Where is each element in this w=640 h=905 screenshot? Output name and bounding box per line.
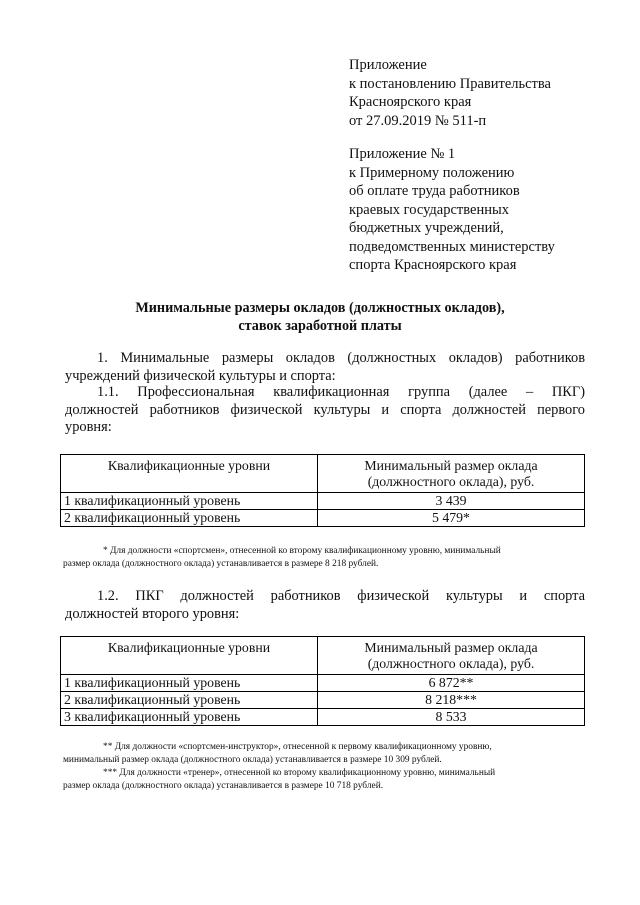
- appendix-line: к Примерному положению: [349, 164, 515, 181]
- table-row: [61, 493, 585, 510]
- salary-table-1: [60, 454, 585, 527]
- footnote-line: *** Для должности «тренер», отнесенной ко второму квалификационному уровню, минимальный: [103, 768, 496, 778]
- level-cell: 1 квалификационный уровень: [61, 675, 318, 692]
- header-level-cell: Квалификационные уровни: [61, 455, 318, 493]
- appendix-line: от 27.09.2019 № 511-п: [349, 112, 487, 129]
- table-row: [61, 692, 585, 709]
- title-line: ставок заработной платы: [238, 318, 402, 334]
- table-row: [61, 675, 585, 692]
- table-row: [61, 709, 585, 726]
- appendix-sub-header: [349, 145, 555, 275]
- appendix-line: бюджетных учреждений,: [349, 220, 504, 236]
- header-value-cell: [318, 455, 585, 493]
- appendix-line: об оплате труда работников: [349, 183, 520, 199]
- appendix-line: подведомственных министерству: [349, 238, 555, 255]
- paragraph-line: должностей второго уровня:: [65, 605, 240, 622]
- value-cell: 8 218***: [318, 692, 585, 709]
- document-title: [0, 299, 640, 335]
- footnote-line: минимальный размер оклада (должностного оклада) устанавливается в размере 10 309 рублей.: [63, 754, 442, 765]
- title-line: Минимальные размеры окладов (должностных окладов),: [135, 300, 505, 316]
- paragraph-line: 1.1. Профессиональная квалификационная группа (далее – ПКГ): [97, 384, 585, 400]
- footnote-line: * Для должности «спортсмен», отнесенной ко второму квалификационному уровню, минимальный: [103, 546, 501, 556]
- paragraph-line: 1.2. ПКГ должностей работников физической культуры и спорта: [97, 588, 585, 604]
- appendix-line: краевых государственных: [349, 201, 509, 218]
- paragraph-line: должностей работников физической культуры и спорта должностей первого: [65, 401, 585, 418]
- footnote-1: [63, 545, 585, 570]
- salary-table-2: [60, 636, 585, 726]
- footnote-3: [63, 767, 585, 792]
- value-cell: 5 479*: [318, 510, 585, 527]
- appendix-line: Приложение № 1: [349, 146, 456, 162]
- appendix-line: спорта Красноярского края: [349, 257, 517, 273]
- level-cell: 2 квалификационный уровень: [61, 510, 318, 527]
- footnote-line: ** Для должности «спортсмен-инструктор», отнесенной к первому квалификационному уровню,: [103, 742, 492, 752]
- level-cell: 1 квалификационный уровень: [61, 493, 318, 510]
- level-cell: 2 квалификационный уровень: [61, 692, 318, 709]
- table-header-row: [61, 455, 585, 493]
- paragraph-line: 1. Минимальные размеры окладов (должностных окладов) работников: [97, 350, 585, 366]
- value-cell: 6 872**: [318, 675, 585, 692]
- footnote-line: размер оклада (должностного оклада) устанавливается в размере 8 218 рублей.: [63, 558, 379, 569]
- section-1-1-paragraph: [65, 384, 585, 437]
- table-header-row: [61, 637, 585, 675]
- header-value-line: (должностного оклада), руб.: [367, 656, 535, 671]
- header-value-cell: [318, 637, 585, 675]
- section-1-paragraph: [65, 350, 585, 385]
- paragraph-line: уровня:: [65, 419, 112, 435]
- value-cell: 8 533: [318, 709, 585, 726]
- table-row: [61, 510, 585, 527]
- header-level-cell: Квалификационные уровни: [61, 637, 318, 675]
- appendix-line: Красноярского края: [349, 94, 472, 110]
- value-cell: 3 439: [318, 493, 585, 510]
- footnote-line: размер оклада (должностного оклада) устанавливается в размере 10 718 рублей.: [63, 780, 384, 791]
- header-value-line: Минимальный размер оклада: [364, 640, 538, 655]
- header-value-line: (должностного оклада), руб.: [367, 474, 535, 489]
- appendix-header: [349, 56, 551, 130]
- section-1-2-paragraph: [65, 588, 585, 623]
- appendix-line: Приложение: [349, 57, 427, 73]
- footnote-2: [63, 741, 585, 766]
- appendix-line: к постановлению Правительства: [349, 75, 551, 92]
- header-value-line: Минимальный размер оклада: [364, 458, 538, 473]
- paragraph-line: учреждений физической культуры и спорта:: [65, 367, 336, 384]
- level-cell: 3 квалификационный уровень: [61, 709, 318, 726]
